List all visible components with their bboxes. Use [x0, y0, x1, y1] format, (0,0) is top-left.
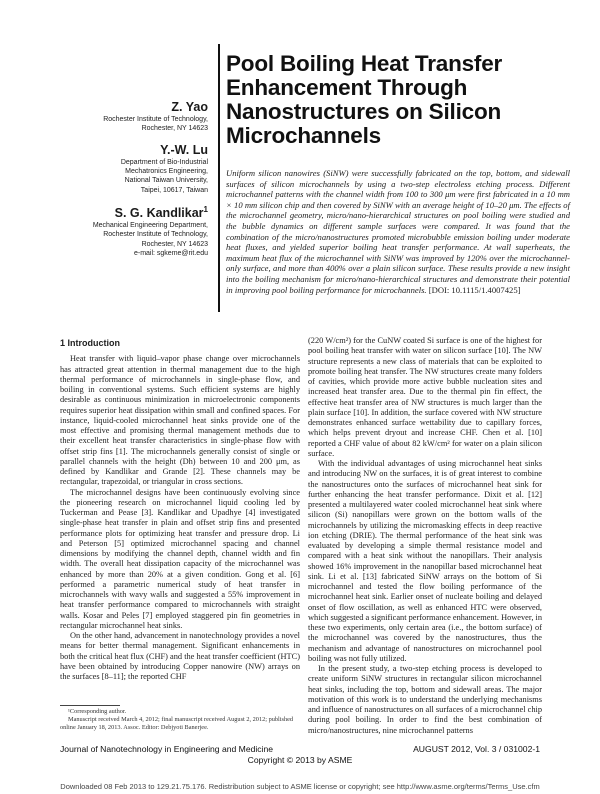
- author-block-3: [58, 202, 208, 258]
- paragraph: (220 W/cm²) for the CuNW coated Si surface is one of the highest for pool boiling heat transfer with water on silicon surface [10]. The NW structure represents a new class of materials that can be exploited to promote boiling heat transfer. The NW structures create many folders of cavities, which provide more active bubble nucleation sites and increased heat transfer area. Due to the thermal pin fin effect, the effective heat transfer area of NW structures is much larger than the plain surface [10]. In addition, the surface covered with NW structure demonstrates enhanced surface wettability due to capillary forces, which helps prevent dryout and increase CHF. Chen et al. [10] reported a CHF value of about 82 kW/cm² for water on a plain silicon surface.: [308, 336, 542, 458]
- author-block-1: [58, 100, 208, 133]
- paragraph: With the individual advantages of using microchannel heat sinks and introducing NW on the surfaces, it is of great interest to combine the nanostructures onto the surfaces of microchannel heat sink for further enhancing the heat transfer performance. Dixit et al. [12] presented a multilayered water cooled microchannel heat sink where silicon (Si) nanopillars were grown on the bottom walls of the microchannels by utilizing the micromasking effects in deep reactive ion etching (DRIE). The thermal performance of the heat sink was evaluated by developing a simple thermal resistance model and compared with a heat sink without the nanopillars. Their analysis showed 16% improvement in the nanopillar based microchannel heat sink. Li et al. [13] fabricated SiNW arrays on the bottom of Si microchannel and tested the flow boiling performance of the microchannel heat sink. Earlier onset of nucleate boiling and delayed onset of flow oscillation, as well as enhanced HTC were observed, which suggested a significant performance enhancement. However, in these two experiments, only certain area (i.e., the bottom surface) of the microchannel was covered by the nanostructures, thus the mechanism and advantage of nanostructures on microchannel pool boiling was not fully utilized.: [308, 459, 542, 663]
- abstract: [226, 168, 570, 295]
- journal-title: Journal of Nanotechnology in Engineering and Medicine: [60, 744, 274, 754]
- download-notice: Downloaded 08 Feb 2013 to 129.21.75.176. Redistribution subject to ASME license or copyright; see http://www.asme.org/terms/Terms_Use.cfm: [60, 782, 540, 791]
- section-heading: 1 Introduction: [60, 338, 120, 348]
- author-affiliation: Rochester Institute of Technology, Rochester, NY 14623: [103, 116, 208, 133]
- author-name: S. G. Kandlikar$^1$: [114, 205, 208, 221]
- footnote: Manuscript received March 4, 2012; final manuscript received August 2, 2012; published online January 18, 2013. Assoc. Editor: Debjyoti Banerjee.: [60, 715, 294, 731]
- footnotes: [60, 708, 300, 732]
- author-name: Y.-W. Lu: [160, 143, 208, 157]
- paragraph: On the other hand, advancement in nanotechnology provides a novel means for better thermal management. Significant enhancements in both the critical heat flux (CHF) and the heat transfer coefficient (HTC) have been obtained by introducing Copper nanowire (NW) arrays on the surfaces [8–11]; the reported CHF: [60, 631, 300, 681]
- paragraph: The microchannel designs have been continuously evolving since the pioneering research on microchannel liquid cooling led by Tuckerman and Pease [3]. Kandlikar and Upadhye [4] investigated single-phase heat transfer in plain and offset strip fins and presented performance plots for optimizing heat transfer and pressure drop. Li and Peterson [5] optimized microchannel spacing and channel dimensions by modifying the channel depth, channel width and fin width. The overall heat dissipation capacity of the microchannel was enhanced by more than 20% at a given condition. Gong et al. [6] performed a parametric numerical study of heat transfer in microchannels with wavy walls and suggested a 55% improvement in heat transfer performance compared to microchannels with straight walls. Kosar and Peles [7] employed staggered pin fin geometries in rectangular microchannel heat sinks.: [60, 487, 300, 630]
- author-name: Z. Yao: [171, 100, 208, 114]
- copyright: Copyright © 2013 by ASME: [247, 755, 353, 765]
- author-affiliation: Department of Bio-Industrial Mechatronics Engineering, National Taiwan University, Taipei, 10617, Taiwan: [120, 159, 208, 194]
- abstract-text: Uniform silicon nanowires (SiNW) were successfully fabricated on the top, bottom, and sidewall surfaces of silicon microchannels by using a two-step electroless etching process. Different microchannel patterns with the channel width from 100 to 300 μm were first fabricated in a 10 mm × 10 mm silicon chip and then covered by SiNW with an average height of 10–20 μm. The effects of the microchannel geometry, micro/nano-hierarchical structures on pool boiling were studied and the bubble dynamics on different sample surfaces were compared. It was found that the combination of the micro/nanostructures promoted microbubble emission boiling under moderate heat fluxes, and yielded superior boiling heat transfer performance. At wall superheats, the maximum heat flux of the microchannel with SiNW was improved by 120% over the microchannel-only surface, and more than 400% over a plain silicon surface. These results provide a new insight into the boiling mechanism for micro/nano-hierarchical structures and demonstrate their potential in improving pool boiling performance for microchannels.: [226, 168, 570, 295]
- paper-title: Pool Boiling Heat Transfer Enhancement Through Nanostructures on Silicon Microchannels: [226, 51, 503, 148]
- paragraph: In the present study, a two-step etching process is developed to create uniform SiNW structures in rectangular silicon microchannel heat sinks, including the top, bottom and sidewall areas. The major motivation of this work is to understand the underlying mechanisms and influence of nanostructures on all surfaces of a microchannel chip during pool boiling. In order to find the best combination of micro/nanostructures, nine microchannel patterns: [308, 664, 542, 735]
- issue-info: AUGUST 2012, Vol. 3 / 031002-1: [413, 744, 540, 754]
- doi-link[interactable]: [DOI: 10.1115/1.4007425]: [428, 284, 521, 295]
- right-column: [308, 336, 542, 736]
- left-column: [60, 338, 300, 682]
- footnote: ¹Corresponding author.: [68, 708, 127, 715]
- paragraph: Heat transfer with liquid–vapor phase change over microchannels has attracted great attention in thermal management due to the high thermal performance of microchannels in single-phase flow, and boiling in conventional systems. Such efficient systems are highly desirable as continuous minimization in microelectronic components requires superior heat dissipation within small and confined spaces. For instance, liquid-cooled microchannel heat sinks provide one of the most effective and promising thermal management methods due to their excellent heat transfer characteristics in single-phase flow with offset strip fins [1]. The microchannels generally consist of single or parallel channels with the height (Dh) between 10 and 200 μm, as defined by Kandlikar and Grande [2]. These channels may be rectangular, trapezoidal, or triangular in cross sections.: [60, 354, 300, 487]
- title-rule: [218, 44, 220, 312]
- footnote-rule: [60, 705, 120, 706]
- author-affiliation: Mechanical Engineering Department, Rochester Institute of Technology, Rochester, NY 14623 e-mail: sgkeme@rit.edu: [92, 222, 208, 257]
- author-block-2: [58, 143, 208, 195]
